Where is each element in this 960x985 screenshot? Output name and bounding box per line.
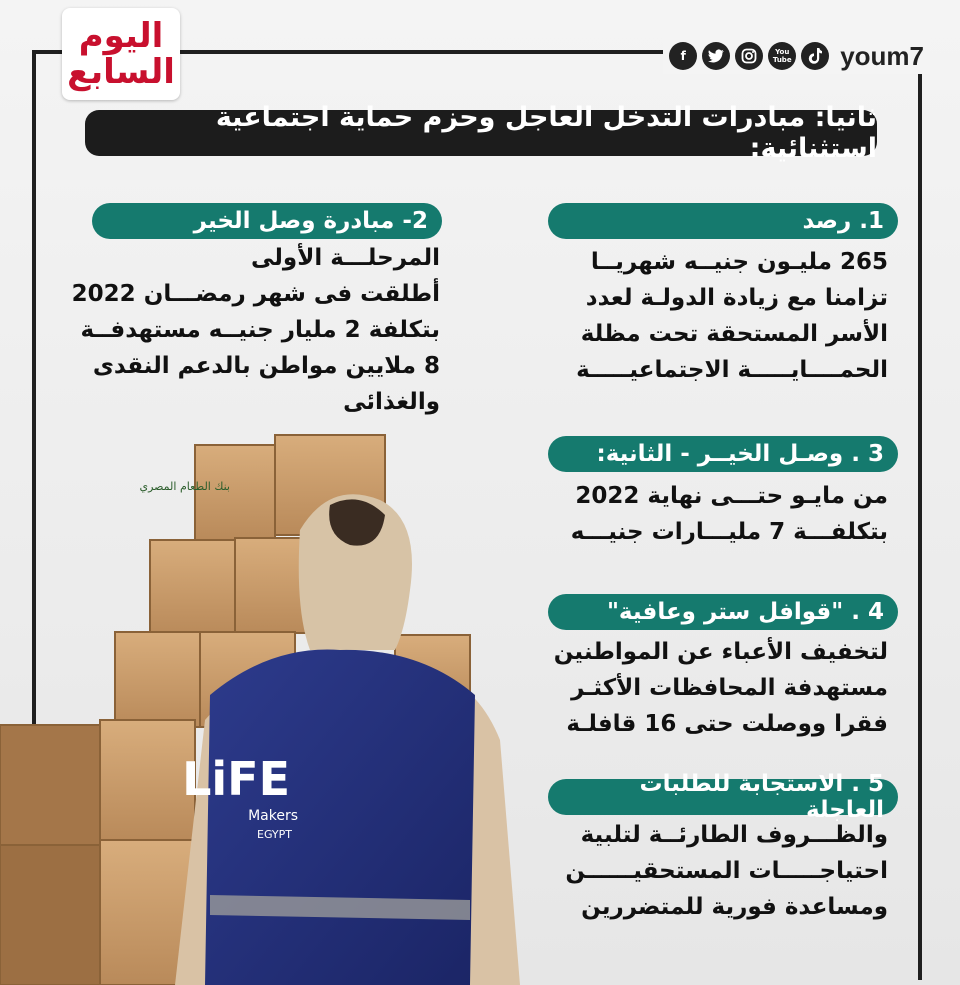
text-line: بتكلفة 2 مليار جنيــه مستهدفــة [80,317,440,343]
text-line: بتكلفـــة 7 مليـــارات جنيـــه [570,519,888,545]
text-line: المرحلـــة الأولى [251,245,440,271]
item-4-heading: 4 . "قوافل ستر وعافية" [548,594,898,630]
youm7-logo[interactable] [62,8,180,100]
item-2-body [60,240,440,420]
vest-sub2: EGYPT [257,828,292,841]
text-line: والغذائى [343,389,440,415]
text-line: 265 مليـون جنيــه شهريــا [590,249,888,275]
item-3-heading: 3 . وصـل الخيــر - الثانية: [548,436,898,472]
item-2-heading: 2- مبادرة وصل الخير [92,203,442,239]
page-title: ثانيا: مبادرات التدخل العاجل وحزم حماية اجتماعية استثنائية: [85,110,877,156]
vest-brand: LiFE [182,752,290,806]
text-line: والظـــروف الطارئــة لتلبية [580,822,888,848]
text-line: أطلقت فى شهر رمضـــان 2022 [71,281,440,307]
text-line: لتخفيف الأعباء عن المواطنين [553,639,888,665]
youtube-icon[interactable]: You Tube [768,42,796,70]
text-line: تزامنا مع زيادة الدولـة لعدد [585,285,888,311]
text-line: فقرا ووصلت حتى 16 قافلـة [566,711,888,737]
item-5-body [565,817,888,925]
facebook-icon[interactable]: f [669,42,697,70]
item-5-heading: 5 . الاستجابة للطلبات العاجلة [548,779,898,815]
box-label: بنك الطعام المصري [139,480,230,493]
item-4-body [554,634,888,742]
text-line: الحمــــايـــــة الاجتماعيـــــة [576,357,888,383]
logo-line-2: السابع [67,52,175,92]
instagram-icon[interactable] [735,42,763,70]
item-1-body [576,244,888,388]
twitter-icon[interactable] [702,42,730,70]
brand-name[interactable]: youm7 [840,40,924,71]
tiktok-icon[interactable] [801,42,829,70]
text-line: الأسر المستحقة تحت مظلة [580,321,888,347]
text-line: احتياجـــــات المستحقيــــــن [565,858,888,884]
item-1-heading: 1. رصد [548,203,898,239]
volunteer-photo [0,420,540,985]
text-line: ومساعدة فورية للمتضررين [581,894,888,920]
item-3-body [571,478,888,550]
logo-line-1: اليوم [78,16,164,56]
text-line: 8 ملايين مواطن بالدعم النقدى [92,353,440,379]
social-bar [663,38,930,74]
vest-sub1: Makers [248,808,298,824]
text-line: مستهدفة المحافظات الأكثـر [571,675,888,701]
text-line: من مايـو حتـــى نهاية 2022 [575,483,888,509]
